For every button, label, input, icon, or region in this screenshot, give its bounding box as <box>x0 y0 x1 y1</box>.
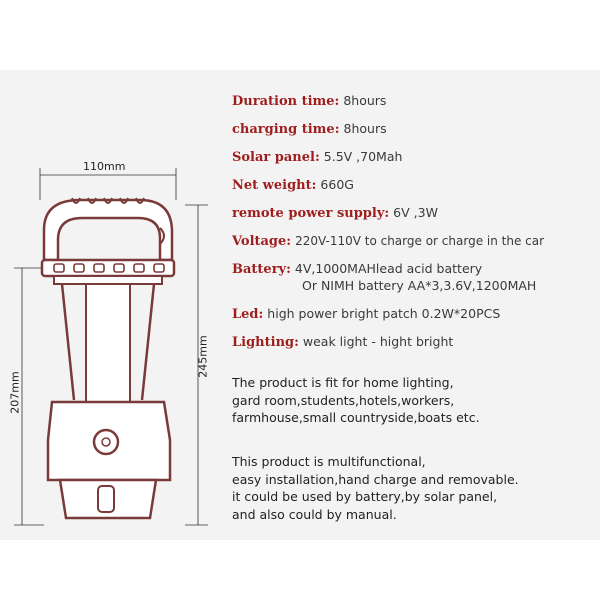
bottom-band <box>0 540 600 600</box>
top-band <box>0 0 600 70</box>
lantern-foot-slot <box>98 486 114 512</box>
spec-charging: charging time: 8hours <box>232 121 387 137</box>
spec-duration: Duration time: 8hours <box>232 93 387 109</box>
spec-led: Led: high power bright patch 0.2W*20PCS <box>232 306 501 322</box>
spec-battery: Battery: 4V,1000MAHlead acid battery Or NIMH battery AA*3,3.6V,1200MAH <box>232 261 537 293</box>
lantern-drawing <box>0 140 230 540</box>
spec-remote-power: remote power supply: 6V ,3W <box>232 205 438 221</box>
usage-line: The product is fit for home lighting, <box>232 375 454 390</box>
usage-paragraph <box>232 374 480 427</box>
features-paragraph <box>232 453 519 523</box>
features-line: it could be used by battery,by solar panel, <box>232 489 498 504</box>
total-height-label: 245mm <box>196 335 210 378</box>
width-label: 110mm <box>83 160 126 173</box>
features-line: This product is multifunctional, <box>232 454 426 469</box>
spec-lighting: Lighting: weak light - hight bright <box>232 334 454 350</box>
lantern-handle <box>44 200 172 260</box>
spec-solar: Solar panel: 5.5V ,70Mah <box>232 149 403 165</box>
usage-line: farmhouse,small countryside,boats etc. <box>232 410 480 425</box>
spec-voltage: Voltage: 220V-110V to charge or charge in the car <box>232 234 545 249</box>
lantern-collar <box>54 276 162 284</box>
usage-line: gard room,students,hotels,workers, <box>232 392 455 408</box>
features-line: and also could by manual. <box>232 506 397 522</box>
lantern-light-tube <box>86 284 130 402</box>
spec-weight: Net weight: 660G <box>232 177 354 193</box>
features-line: easy installation,hand charge and removable. <box>232 471 519 487</box>
body-height-label: 207mm <box>8 371 22 414</box>
